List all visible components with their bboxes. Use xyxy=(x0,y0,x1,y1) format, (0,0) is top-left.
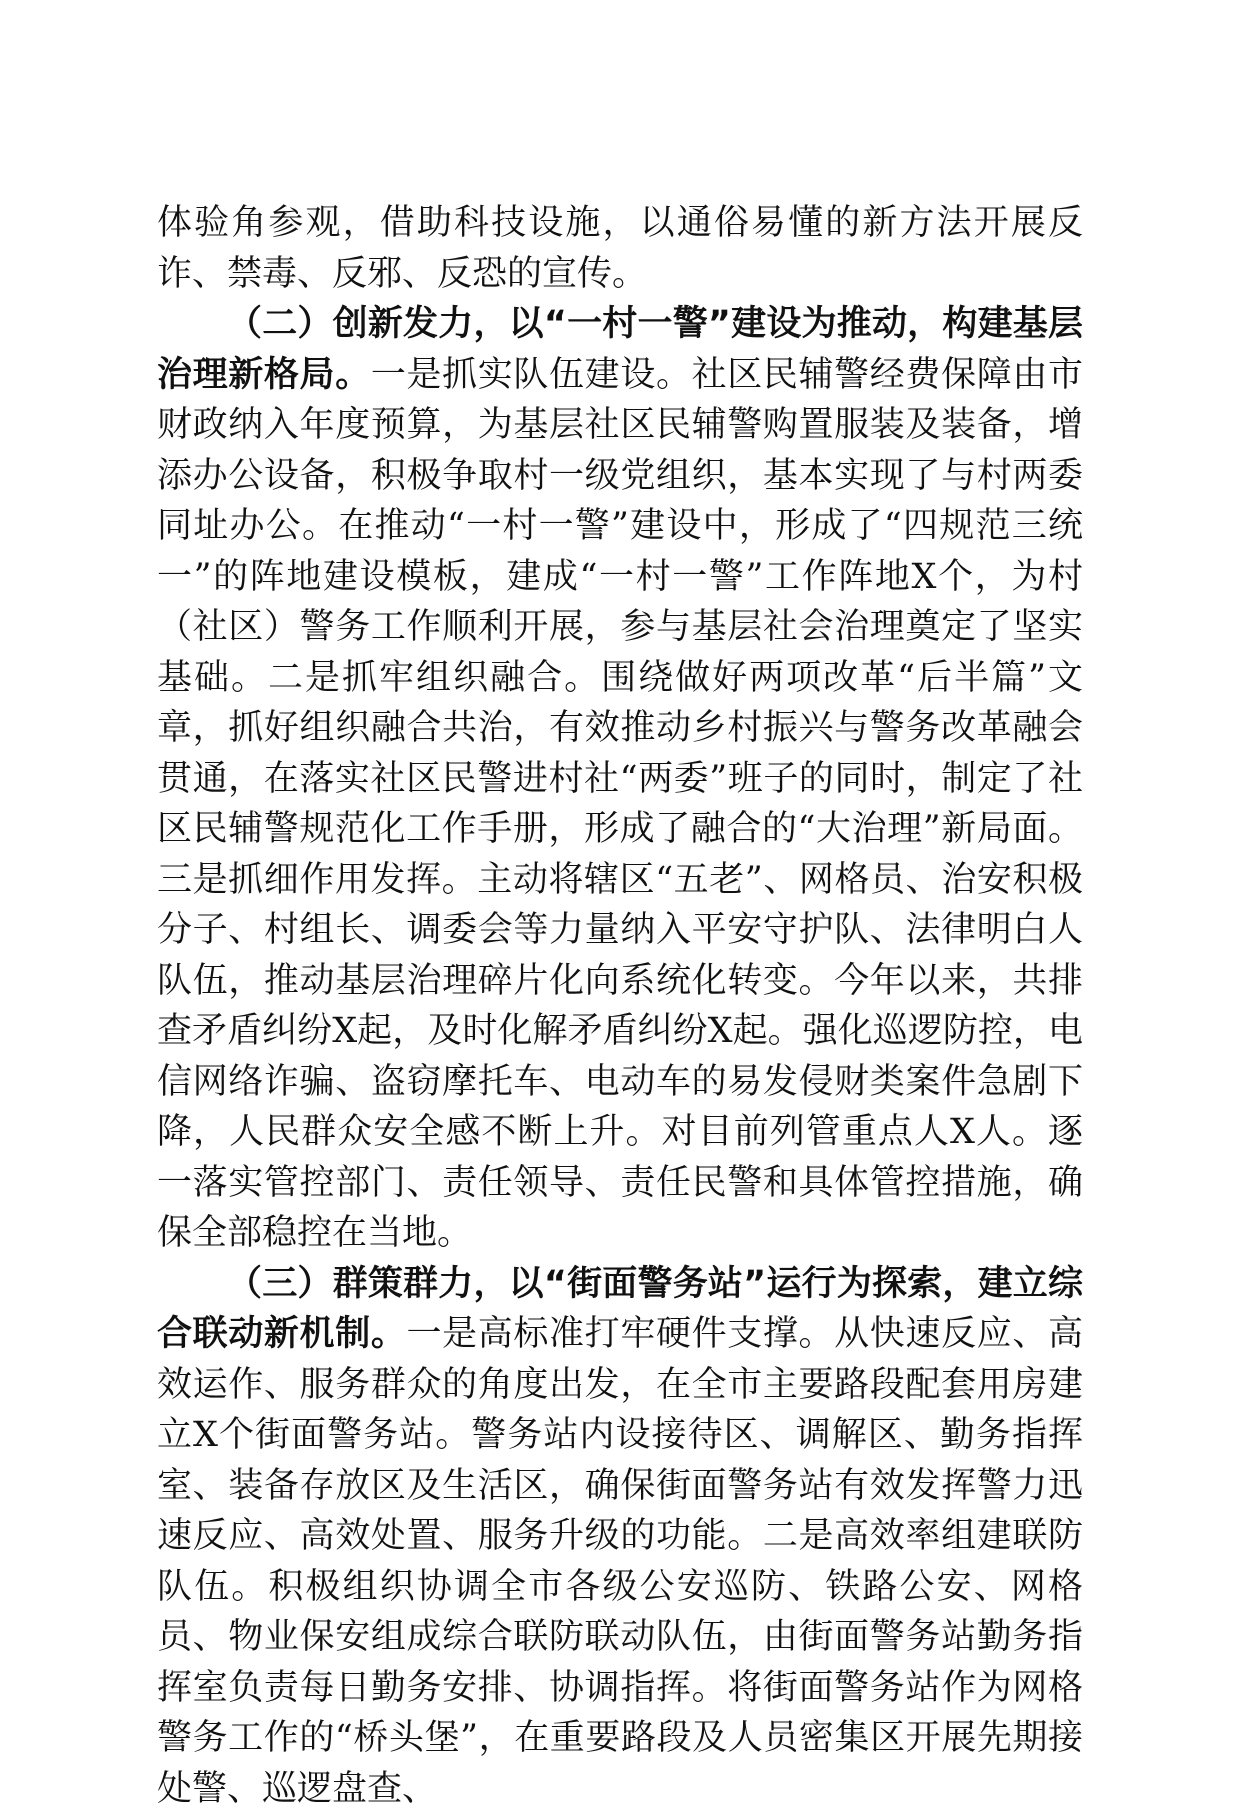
section-3-body: 一是高标准打牢硬件支撑。从快速反应、高效运作、服务群众的角度出发，在全市主要路段配套用房建立X个街面警务站。警务站内设接待区、调解区、勤务指挥室、装备存放区及生活区，确保街面警务站有效发挥警力迅速反应、高效处置、服务升级的功能。二是高效率组建联防队伍。积极组织协调全市各级公安巡防、铁路公安、网格员、物业保安组成综合联防联动队伍，由街面警务站勤务指挥室负责每日勤务安排、协调指挥。将街面警务站作为网格警务工作的“桥头堡”，在重要路段及人员密集区开展先期接处警、巡逻盘查、 xyxy=(157,1314,1083,1809)
section-2-body: 一是抓实队伍建设。社区民辅警经费保障由市财政纳入年度预算，为基层社区民辅警购置服装及装备，增添办公设备，积极争取村一级党组织，基本实现了与村两委同址办公。在推动“一村一警”建设中，形成了“四规范三统一”的阵地建设模板，建成“一村一警”工作阵地X个，为村（社区）警务工作顺利开展，参与基层社会治理奠定了坚实基础。二是抓牢组织融合。围绕做好两项改革“后半篇”文章，抓好组织融合共治，有效推动乡村振兴与警务改革融会贯通，在落实社区民警进村社“两委”班子的同时，制定了社区民辅警规范化工作手册，形成了融合的“大治理”新局面。三是抓细作用发挥。主动将辖区“五老”、网格员、治安积极分子、村组长、调委会等力量纳入平安守护队、法律明白人队伍，推动基层治理碎片化向系统化转变。今年以来，共排查矛盾纠纷X起，及时化解矛盾纠纷X起。强化巡逻防控，电信网络诈骗、盗窃摩托车、电动车的易发侵财类案件急剧下降，人民群众安全感不断上升。对目前列管重点人X人。逐一落实管控部门、责任领导、责任民警和具体管控措施，确保全部稳控在当地。 xyxy=(157,355,1083,1254)
document-page xyxy=(157,198,1083,1814)
paragraph-section-2 xyxy=(157,299,1083,1259)
paragraph-section-3 xyxy=(157,1259,1083,1814)
section-2-heading: （二）创新发力，以“一村一警”建设为推动，构建基层治理新格局。 xyxy=(157,304,1083,395)
paragraph-intro: 体验角参观，借助科技设施，以通俗易懂的新方法开展反诈、禁毒、反邪、反恐的宣传。 xyxy=(157,198,1083,299)
section-3-heading: （三）群策群力，以“街面警务站”运行为探索，建立综合联动新机制。 xyxy=(157,1264,1083,1355)
